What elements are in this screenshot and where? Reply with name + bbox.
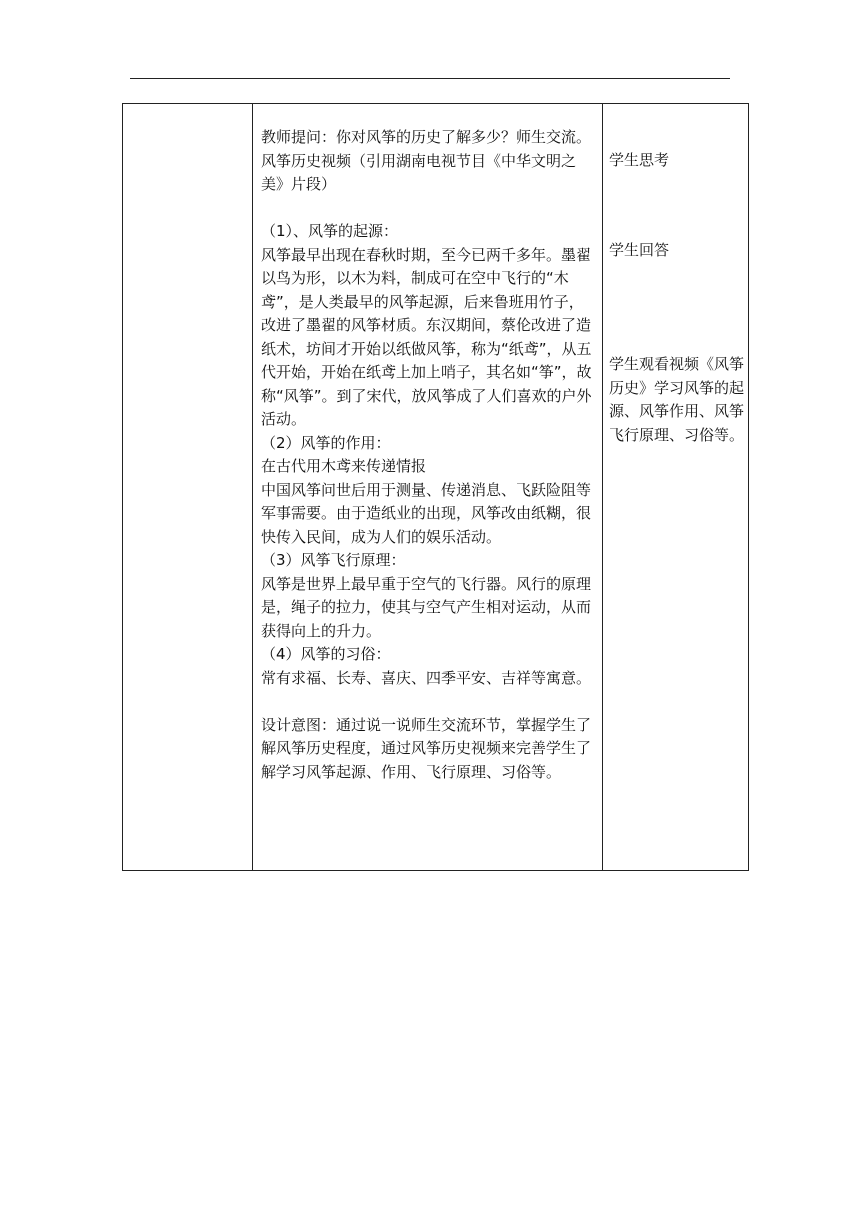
origin-text: 风筝最早出现在春秋时期，至今已两千多年。墨翟以鸟为形，以木为料，制成可在空中飞行的“木鸢”，是人类最早的风筝起源，后来鲁班用竹子，改进了墨翟的风筝材质。东汉期间，蔡伦改进了造纸术，坊间才开始以纸做风筝，称为“纸鸢”，从五代开始，开始在纸鸢上加上哨子，其名如“筝”，故称“风筝”。到了宋代，放风筝成了人们喜欢的户外活动。 — [261, 245, 592, 428]
principle-heading: （3）风筝飞行原理： — [261, 551, 406, 569]
origin-heading: （1）、风筝的起源： — [261, 222, 399, 240]
function-heading: （2）风筝的作用： — [261, 433, 391, 452]
custom-text: 常有求福、长寿、喜庆、四季平安、吉祥等寓意。 — [261, 668, 592, 687]
header-rule — [130, 78, 730, 79]
student-thinking: 学生思考 — [609, 151, 670, 169]
function-line: 在古代用木鸢来传递情报 — [261, 457, 427, 475]
custom-heading: （4）风筝的习俗： — [261, 645, 391, 663]
student-answering: 学生回答 — [609, 241, 670, 259]
teacher-question: 教师提问：你对风筝的历史了解多少？师生交流。风筝历史视频（引用湖南电视节目《中华文明之美》片段） — [261, 128, 592, 193]
empty-cell — [123, 104, 253, 871]
design-intent: 设计意图：通过说一说师生交流环节，掌握学生了解风筝历史程度，通过风筝历史视频来完善学生了解学习风筝起源、作用、飞行原理、习俗等。 — [261, 715, 592, 781]
principle-text: 风筝是世界上最早重于空气的飞行器。风行的原理是，绳子的拉力，使其与空气产生相对运动，从而获得向上的升力。 — [261, 574, 592, 640]
function-text: 中国风筝问世后用于测量、传递消息、飞跃险阻等军事需要。由于造纸业的出现，风筝改由纸糊，很快传入民间，成为人们的娱乐活动。 — [261, 480, 592, 546]
student-watching: 学生观看视频《风筝历史》学习风筝的起源、风筝作用、风筝飞行原理、习俗等。 — [609, 355, 745, 444]
student-activity-cell — [603, 104, 749, 871]
lesson-table — [122, 103, 749, 871]
table-row — [123, 104, 749, 871]
teaching-content-cell — [253, 104, 603, 871]
